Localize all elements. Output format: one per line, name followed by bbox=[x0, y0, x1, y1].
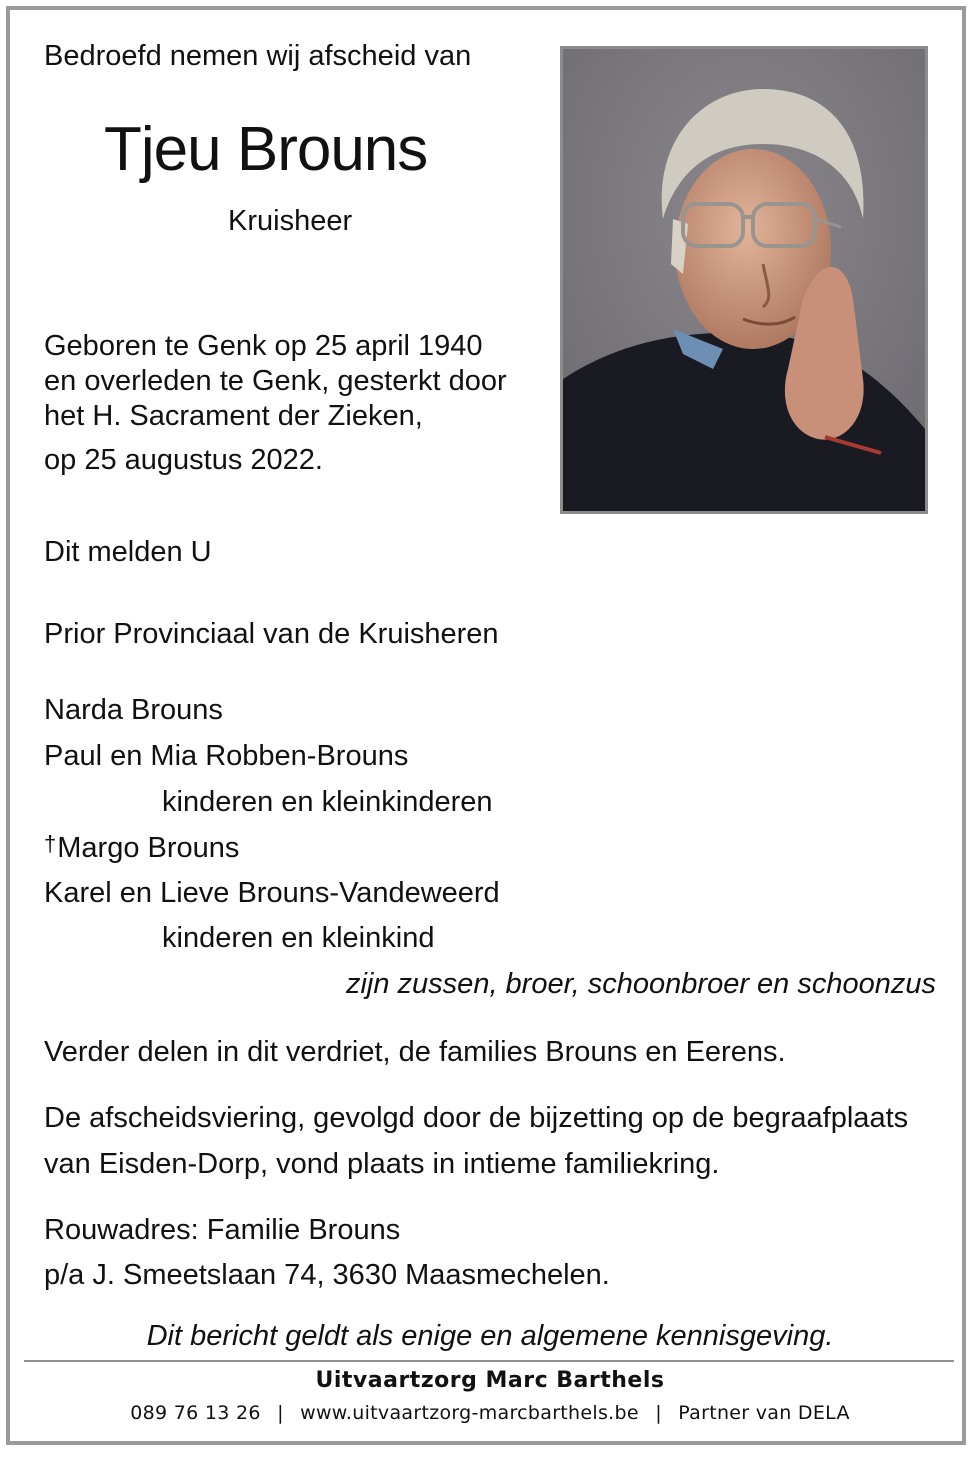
footer-contact bbox=[0, 1402, 980, 1424]
footer-partner: Partner van DELA bbox=[678, 1402, 850, 1424]
family-member-2: Paul en Mia Robben-Brouns bbox=[44, 740, 409, 772]
ceremony-line-2: van Eisden-Dorp, vond plaats in intieme familiekring. bbox=[44, 1148, 720, 1180]
bio-line-2: en overleden te Genk, gesterkt door bbox=[44, 365, 507, 397]
footer-separator: | bbox=[277, 1402, 284, 1424]
bio-line-1: Geboren te Genk op 25 april 1940 bbox=[44, 330, 483, 362]
family-member-4-sub: kinderen en kleinkind bbox=[162, 922, 435, 954]
funeral-company: Uitvaartzorg Marc Barthels bbox=[315, 1368, 665, 1393]
footer-separator: | bbox=[655, 1402, 662, 1424]
ceremony-line-1: De afscheidsviering, gevolgd door de bijzetting op de begraafplaats bbox=[44, 1102, 909, 1134]
address-line-2: p/a J. Smeetslaan 74, 3630 Maasmechelen. bbox=[44, 1259, 610, 1291]
address-line-1: Rouwadres: Familie Brouns bbox=[44, 1214, 401, 1246]
cross-symbol: † bbox=[44, 831, 57, 856]
footer-phone: 089 76 13 26 bbox=[130, 1402, 261, 1424]
shared-grief: Verder delen in dit verdriet, de families Brouns en Eerens. bbox=[44, 1036, 786, 1068]
notice-text: Dit bericht geldt als enige en algemene kennisgeving. bbox=[146, 1320, 834, 1352]
family-relation: zijn zussen, broer, schoonbroer en schoonzus bbox=[345, 968, 936, 1000]
family-member-3-name: Margo Brouns bbox=[57, 832, 240, 864]
portrait-image bbox=[563, 49, 925, 511]
family-member-3 bbox=[44, 831, 239, 865]
footer-website[interactable]: www.uitvaartzorg-marcbarthels.be bbox=[300, 1402, 639, 1424]
footer-divider bbox=[24, 1360, 954, 1362]
bio-line-4: op 25 augustus 2022. bbox=[44, 444, 323, 476]
bio-line-3: het H. Sacrament der Zieken, bbox=[44, 400, 423, 432]
family-member-2-sub: kinderen en kleinkinderen bbox=[162, 786, 493, 818]
deceased-name: Tjeu Brouns bbox=[104, 115, 428, 184]
announcement-intro: Dit melden U bbox=[44, 536, 212, 568]
portrait-photo bbox=[560, 46, 928, 514]
prior-line: Prior Provinciaal van de Kruisheren bbox=[44, 618, 499, 650]
family-member-4: Karel en Lieve Brouns-Vandeweerd bbox=[44, 877, 500, 909]
deceased-role: Kruisheer bbox=[228, 205, 353, 237]
family-member-1: Narda Brouns bbox=[44, 694, 223, 726]
intro-text: Bedroefd nemen wij afscheid van bbox=[44, 40, 472, 72]
